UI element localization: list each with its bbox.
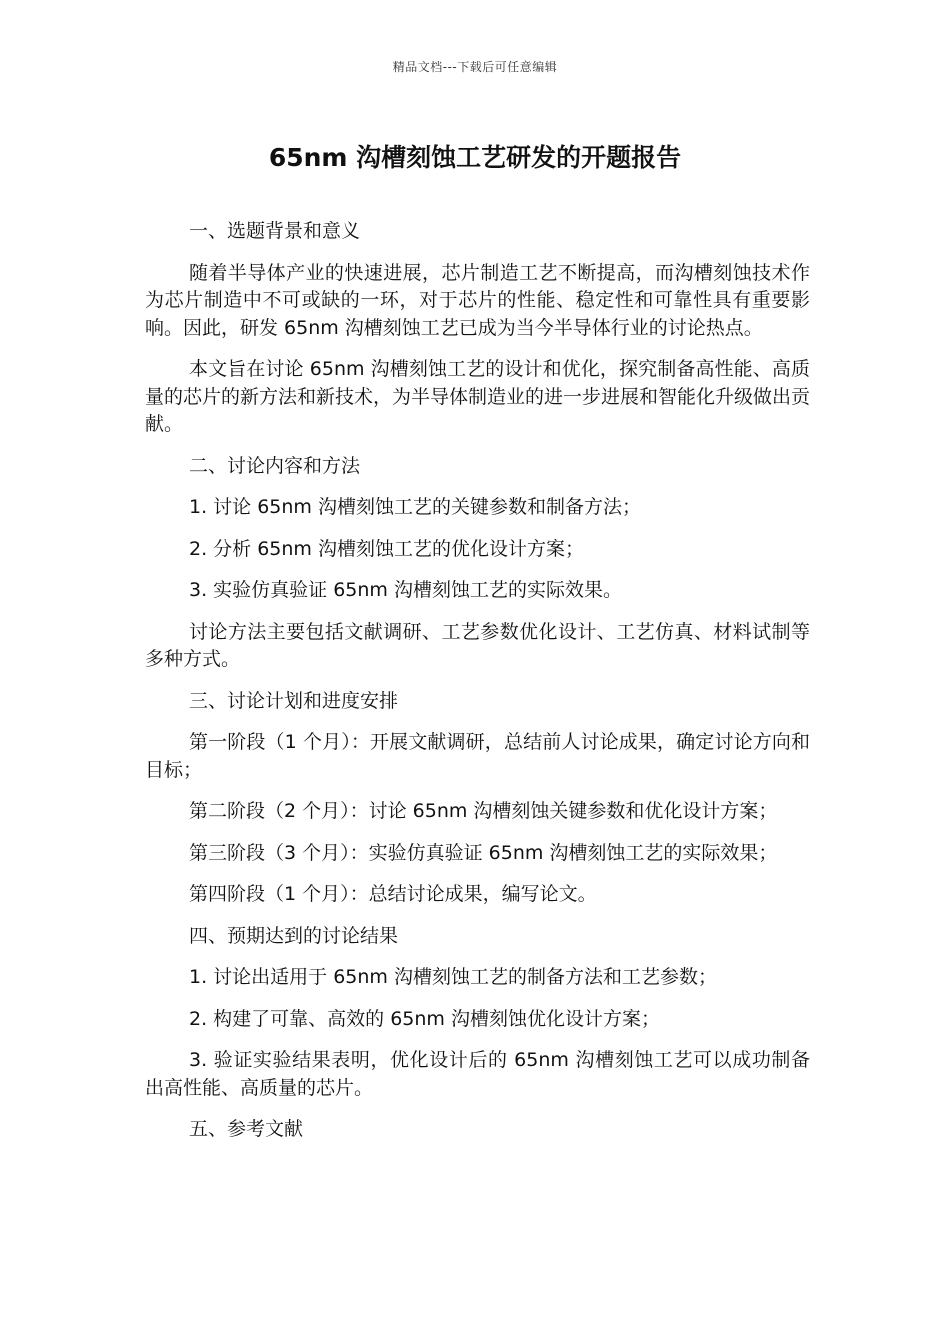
schedule-phase-3: 第三阶段（3 个月）：实验仿真验证 65nm 沟槽刻蚀工艺的实际效果； (189, 841, 778, 864)
list-item-result-2: 2. 构建了可靠、高效的 65nm 沟槽刻蚀优化设计方案； (189, 1007, 660, 1030)
schedule-phase-2: 第二阶段（2 个月）：讨论 65nm 沟槽刻蚀关键参数和优化设计方案； (189, 800, 778, 822)
paragraph-method: 讨论方法主要包括文献调研、工艺参数优化设计、工艺仿真、材料试制等多种方式。 (145, 620, 810, 670)
section-heading-content-method: 二、讨论内容和方法 (189, 454, 361, 477)
section-heading-references: 五、参考文献 (189, 1118, 304, 1140)
section-heading-background: 一、选题背景和意义 (189, 220, 361, 242)
document-body (145, 218, 810, 1158)
list-item-content-1: 1. 讨论 65nm 沟槽刻蚀工艺的关键参数和制备方法； (189, 496, 641, 518)
list-item-result-1: 1. 讨论出适用于 65nm 沟槽刻蚀工艺的制备方法和工艺参数； (189, 966, 717, 988)
paragraph-purpose: 本文旨在讨论 65nm 沟槽刻蚀工艺的设计和优化，探究制备高性能、高质量的芯片的新方法和新技术，为半导体制造业的进一步进展和智能化升级做出贡献。 (145, 358, 811, 435)
document-title: 65nm 沟槽刻蚀工艺研发的开题报告 (268, 143, 682, 172)
schedule-phase-4: 第四阶段（1 个月）：总结讨论成果，编写论文。 (189, 883, 597, 905)
paragraph-background: 随着半导体产业的快速进展，芯片制造工艺不断提高，而沟槽刻蚀技术作为芯片制造中不可或缺的一环，对于芯片的性能、稳定性和可靠性具有重要影响。因此，研发 65nm 沟槽刻蚀工艺已成为当今半导体行业的讨论热点。 (145, 261, 810, 339)
list-item-content-3: 3. 实验仿真验证 65nm 沟槽刻蚀工艺的实际效果。 (189, 579, 622, 601)
header-note: 精品文档---下载后可任意编辑 (392, 60, 558, 74)
section-heading-schedule: 三、讨论计划和进度安排 (189, 689, 399, 712)
schedule-phase-1: 第一阶段（1 个月）：开展文献调研，总结前人讨论成果，确定讨论方向和目标； (145, 731, 810, 781)
list-item-result-3: 3. 验证实验结果表明，优化设计后的 65nm 沟槽刻蚀工艺可以成功制备出高性能、高质量的芯片。 (145, 1049, 810, 1099)
list-item-content-2: 2. 分析 65nm 沟槽刻蚀工艺的优化设计方案； (189, 537, 584, 560)
section-heading-expected-results: 四、预期达到的讨论结果 (189, 924, 399, 947)
